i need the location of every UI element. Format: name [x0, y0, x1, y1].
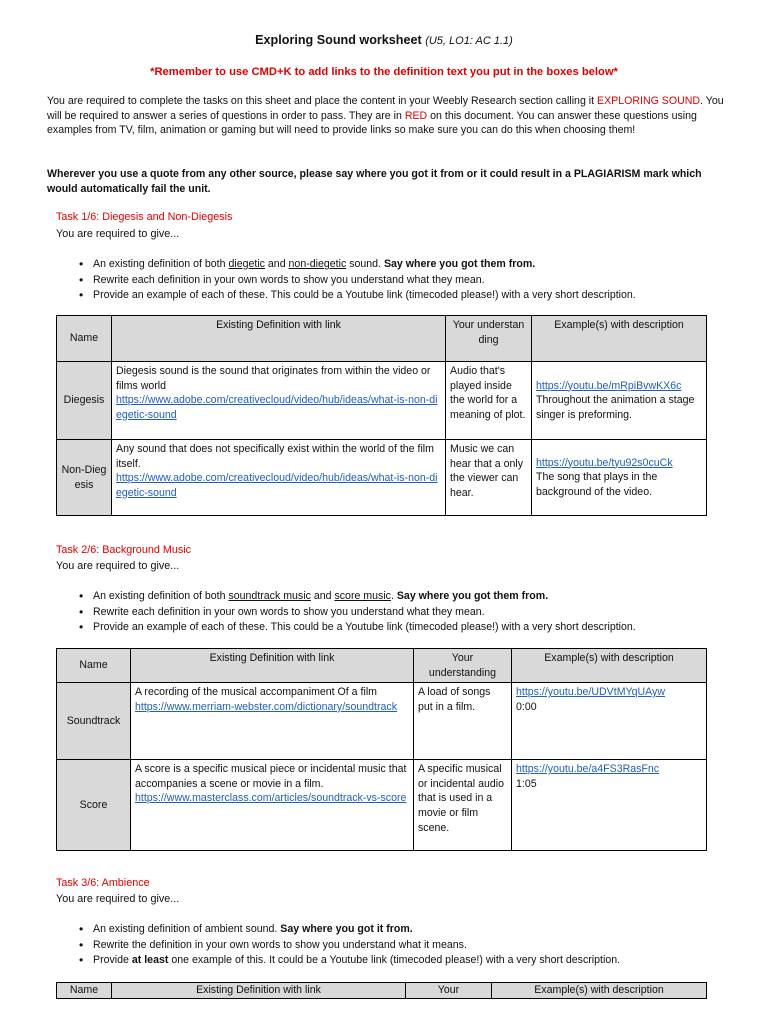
definition-text: A recording of the musical accompaniment Of a film	[135, 686, 377, 699]
title-subtitle: (U5, LO1: AC 1.1)	[425, 35, 513, 47]
table-header-row	[57, 649, 707, 683]
task3-table	[56, 982, 707, 999]
example-link[interactable]: https://youtu.be/mRpiBvwKX6c	[536, 379, 682, 392]
col-header-example: Example(s) with description	[512, 649, 707, 683]
definition-link[interactable]: https://www.adobe.com/creativecloud/video/hub/ideas/what-is-non-diegetic-sound	[116, 394, 438, 421]
bullet-text: and	[264, 258, 289, 270]
list-item	[75, 953, 735, 969]
task2-intro: You are required to give...	[56, 560, 180, 572]
definition-link[interactable]: https://www.masterclass.com/articles/soundtrack-vs-score	[135, 792, 407, 805]
example-description: 0:00	[516, 700, 537, 713]
intro-red-text: RED	[404, 109, 428, 122]
bullet-text: .	[390, 590, 397, 602]
definition-text: Diegesis sound is the sound that originates from within the video or films world	[116, 365, 431, 392]
col-header-definition: Existing Definition with link	[131, 649, 414, 683]
definition-cell	[112, 362, 446, 440]
example-link[interactable]: https://youtu.be/a4FS3RasFnc	[516, 763, 660, 776]
bullet-underlined: soundtrack music	[228, 590, 311, 602]
table-header-row	[57, 316, 707, 362]
intro-text: on this document. You can answer these questions using examples from TV, film, animation or gaming but will need to provide links so make sure you can do this when choosing them!	[47, 109, 697, 136]
bullet-bold: Say where you got them from.	[396, 590, 549, 602]
example-cell	[532, 362, 707, 440]
task1-table	[56, 315, 707, 516]
table-row	[57, 683, 707, 760]
col-header-example: Example(s) with description	[532, 316, 707, 362]
bullet-text: and	[310, 590, 335, 602]
understanding-cell: Audio that's played inside the world for a meaning of plot.	[446, 362, 532, 440]
bullet-underlined: score music	[334, 590, 391, 602]
table-row	[57, 440, 707, 516]
list-item	[75, 589, 735, 605]
bullet-underlined: diegetic	[228, 258, 265, 270]
definition-cell	[131, 683, 414, 760]
col-header-understanding: Your understanding	[414, 649, 512, 683]
bullet-text: An existing definition of both	[93, 258, 229, 270]
task2-requirements	[75, 589, 735, 636]
bullet-bold: Say where you got it from.	[280, 923, 413, 935]
task3-intro: You are required to give...	[56, 893, 180, 905]
row-name: Non-Diegesis	[57, 440, 112, 516]
bullet-text: An existing definition of both	[93, 590, 229, 602]
example-description: The song that plays in the background of the video.	[536, 471, 658, 498]
list-item: • Rewrite the definition in your own words to show you understand what it means.	[75, 938, 735, 954]
title-text: Exploring Sound worksheet	[255, 33, 422, 47]
intro-red-text: EXPLORING SOUND	[597, 95, 701, 107]
table-row	[57, 362, 707, 440]
task2-heading: Task 2/6: Background Music	[56, 544, 192, 556]
table-row	[57, 760, 707, 851]
reminder-note: *Remember to use CMD+K to add links to the definition text you put in the boxes below*	[150, 66, 618, 78]
bullet-text: Provide	[93, 954, 132, 966]
example-description: Throughout the animation a stage singer is preforming.	[536, 394, 695, 421]
example-link[interactable]: https://youtu.be/tyu92s0cuCk	[536, 456, 673, 469]
row-name: Score	[57, 760, 131, 851]
intro-text: . You will be required to answer a series of questions in order to pass. They are in	[47, 95, 724, 122]
intro-paragraph	[47, 94, 727, 138]
task2-table	[56, 648, 707, 851]
understanding-cell: A specific musical or incidental audio that is used in a movie or film scene.	[414, 760, 512, 851]
col-header-definition: Existing Definition with link	[112, 983, 406, 999]
example-cell	[532, 440, 707, 516]
task1-requirements	[75, 257, 735, 304]
bullet-underlined: non-diegetic	[288, 258, 347, 270]
definition-text: A score is a specific musical piece or incidental music that accompanies a scene or movie in a film.	[135, 763, 407, 790]
task1-heading: Task 1/6: Diegesis and Non-Diegesis	[56, 211, 233, 223]
intro-text: You are required to complete the tasks on this sheet and place the content in your Weebly Research section calling it	[47, 95, 598, 107]
understanding-cell: Music we can hear that a only the viewer can hear.	[446, 440, 532, 516]
definition-link[interactable]: https://www.merriam-webster.com/dictionary/soundtrack	[135, 700, 397, 713]
row-name: Soundtrack	[57, 683, 131, 760]
bullet-bold: Say where you got them from.	[383, 258, 536, 270]
definition-cell	[112, 440, 446, 516]
plagiarism-warning: Wherever you use a quote from any other source, please say where you got it from or it could result in a PLAGIARISM mark which would automatically fail the unit.	[47, 168, 702, 195]
example-link[interactable]: https://youtu.be/UDVtMYqUAyw	[516, 686, 665, 699]
table-header-row	[57, 983, 707, 999]
list-item: • Rewrite each definition in your own words to show you understand what they mean.	[75, 605, 735, 621]
definition-text: Any sound that does not specifically exist within the world of the film itself.	[116, 443, 434, 470]
task1-intro: You are required to give...	[56, 228, 180, 240]
col-header-understanding: Your	[406, 983, 492, 999]
list-item	[75, 922, 735, 938]
col-header-example: Example(s) with description	[492, 983, 707, 999]
row-name: Diegesis	[57, 362, 112, 440]
bullet-text: one example of this. It could be a Youtube link (timecoded please!) with a very short description.	[168, 954, 621, 966]
col-header-name: Name	[57, 649, 131, 683]
col-header-name: Name	[57, 983, 112, 999]
col-header-understanding: Your understanding	[446, 316, 532, 362]
col-header-name: Name	[57, 316, 112, 362]
bullet-text: An existing definition of ambient sound.	[93, 923, 281, 935]
list-item	[75, 257, 735, 273]
list-item: • Provide an example of each of these. This could be a Youtube link (timecoded please!) with a very short description.	[75, 620, 735, 636]
task3-heading: Task 3/6: Ambience	[56, 877, 150, 889]
list-item: • Provide an example of each of these. This could be a Youtube link (timecoded please!) with a very short description.	[75, 288, 735, 304]
list-item: • Rewrite each definition in your own words to show you understand what they mean.	[75, 273, 735, 289]
example-cell	[512, 760, 707, 851]
col-header-definition: Existing Definition with link	[112, 316, 446, 362]
definition-cell	[131, 760, 414, 851]
example-cell	[512, 683, 707, 760]
page-title	[0, 33, 768, 47]
bullet-bold: at least	[131, 954, 169, 966]
definition-link[interactable]: https://www.adobe.com/creativecloud/video/hub/ideas/what-is-non-diegetic-sound	[116, 472, 438, 499]
task3-requirements	[75, 922, 735, 969]
bullet-text: sound.	[346, 258, 384, 270]
example-description: 1:05	[516, 777, 537, 790]
understanding-cell: A load of songs put in a film.	[414, 683, 512, 760]
